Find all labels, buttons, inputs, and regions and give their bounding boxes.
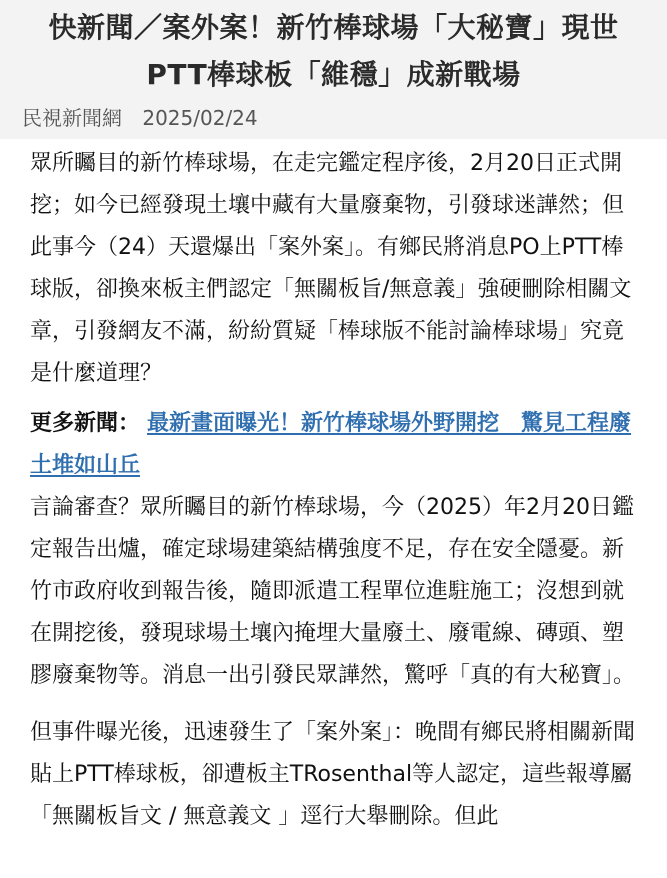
publish-date: 2025/02/24	[142, 106, 258, 130]
headline-line-1: 快新聞／案外案！新竹棒球場「大秘寶」現世	[48, 11, 619, 44]
paragraph-2: 言論審查？眾所矚目的新竹棒球場，今（2025）年2月20日鑑定報告出爐，確定球場建築結構強度不足，存在安全隱憂。新竹市政府收到報告後，隨即派遣工程單位進駐施工；沒想到就在開挖後，發現球場土壤內掩埋大量廢土、廢電線、磚頭、塑膠廢棄物等。消息一出引發民眾譁然，驚呼「真的有大秘寶」。	[30, 495, 636, 688]
headline-line-2: PTT棒球板「維穩」成新戰場	[146, 58, 521, 91]
article-body	[0, 139, 667, 838]
headline	[0, 4, 667, 98]
more-news-label: 更多新聞：	[30, 411, 141, 436]
article-meta	[0, 104, 667, 132]
source-name: 民視新聞網	[22, 106, 122, 130]
paragraph-1: 眾所矚目的新竹棒球場，在走完鑑定程序後，2月20日正式開挖；如今已經發現土壤中藏有大量廢棄物，引發球迷譁然；但此事今（24）天還爆出「案外案」。有鄉民將消息PO上PTT棒球版，卻換來板主們認定「無關板旨/無意義」強硬刪除相關文章，引發網友不滿，紛紛質疑「棒球版不能討論棒球場」究竟是什麼道理？	[30, 151, 632, 386]
article-header	[0, 0, 667, 139]
paragraph-3: 但事件曝光後，迅速發生了「案外案」：晚間有鄉民將相關新聞貼上PTT棒球板，卻遭板主TRosenthal等人認定，這些報導屬「無關板旨文 / 無意義文 」逕行大舉刪除。但此	[30, 720, 636, 829]
more-news-link[interactable]: 最新畫面曝光！新竹棒球場外野開挖 驚見工程廢土堆如山丘	[30, 411, 632, 478]
more-news	[30, 403, 645, 487]
